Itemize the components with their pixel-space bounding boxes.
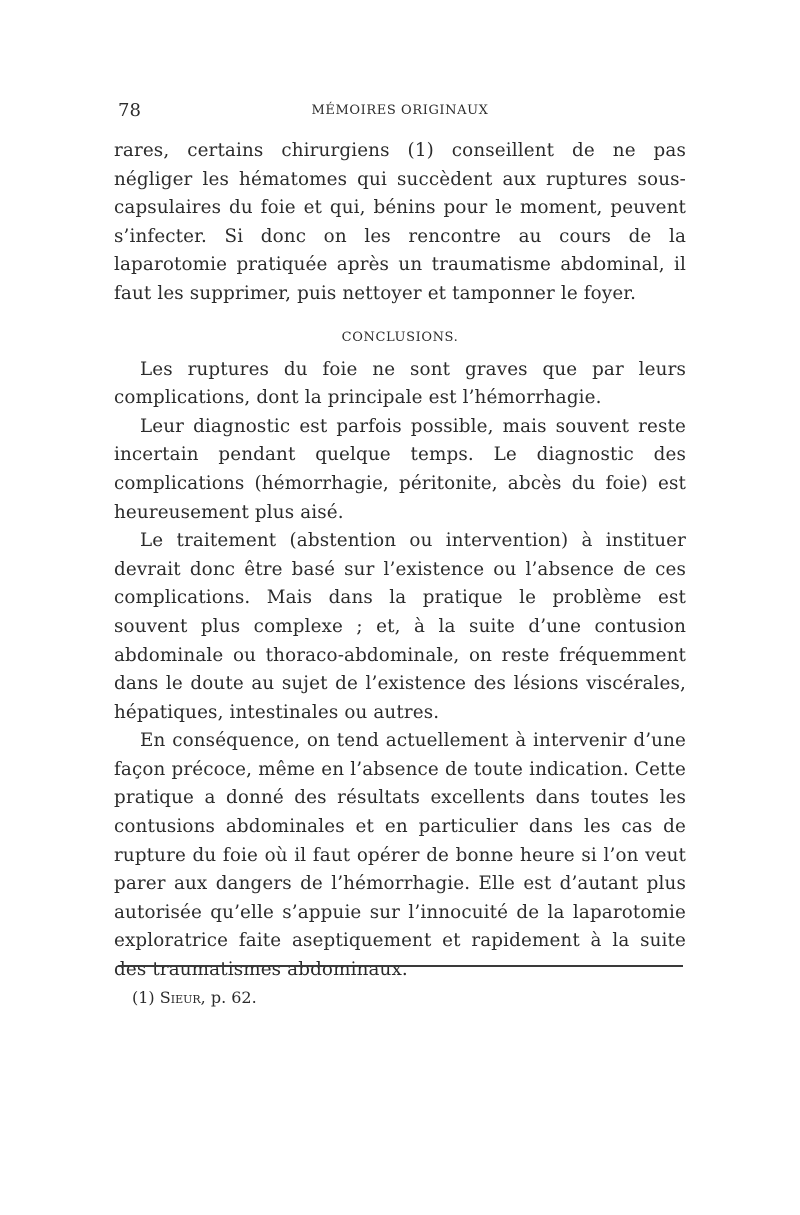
page-number: 78 [118,100,141,121]
footnote-divider [118,965,683,967]
footnote-marker: (1) [132,988,155,1007]
section-title: CONCLUSIONS. [341,329,459,345]
running-head: MÉMOIRES ORIGINAUX [311,103,489,118]
footnote-reference: , p. 62. [200,988,257,1007]
paragraph: Le traitement (abstention ou intervention) à instituer devrait donc être basé sur l’existence ou l’absence de ces complications. Mais dans la pratique le problème est souvent plus complexe ; et, à la suite d’une contusion abdominale ou thoraco-abdominale, on reste fréquemment dans le doute au sujet de l’existence des lésions viscérales, hépatiques, intestinales ou autres. [114,530,686,723]
footnote-author: Sieur [159,988,201,1007]
footnote [132,988,257,1007]
paragraph: Les ruptures du foie ne sont graves que par leurs complications, dont la principale est l’hémorrhagie. [114,358,686,409]
paragraph: Leur diagnostic est parfois possible, mais souvent reste incertain pendant quelque temps. Le diagnostic des complications (hémorrhagie, péritonite, abcès du foie) est heureusement plus aisé. [114,415,686,523]
page-header [118,100,682,126]
paragraph: En conséquence, on tend actuellement à intervenir d’une façon précoce, même en l’absence de toute indication. Cette pratique a donné des résultats excellents dans toutes les contusions abdominales et en particulier dans les cas de rupture du foie où il faut opérer de bonne heure si l’on veut parer aux dangers de l’hémorrhagie. Elle est d’autant plus autorisée qu’elle s’appuie sur l’innocuité de la laparotomie exploratrice faite aseptiquement et rapidement à la suite des traumatismes abdominaux. [114,730,686,981]
body-text [114,137,686,985]
paragraph-continuation: rares, certains chirurgiens (1) conseillent de ne pas négliger les hématomes qui succèdent aux ruptures sous-capsulaires du foie et qui, bénins pour le moment, peuvent s’infecter. Si donc on les rencontre au cours de la laparotomie pratiquée après un traumatisme abdominal, il faut les supprimer, puis nettoyer et tamponner le foyer. [114,140,686,304]
